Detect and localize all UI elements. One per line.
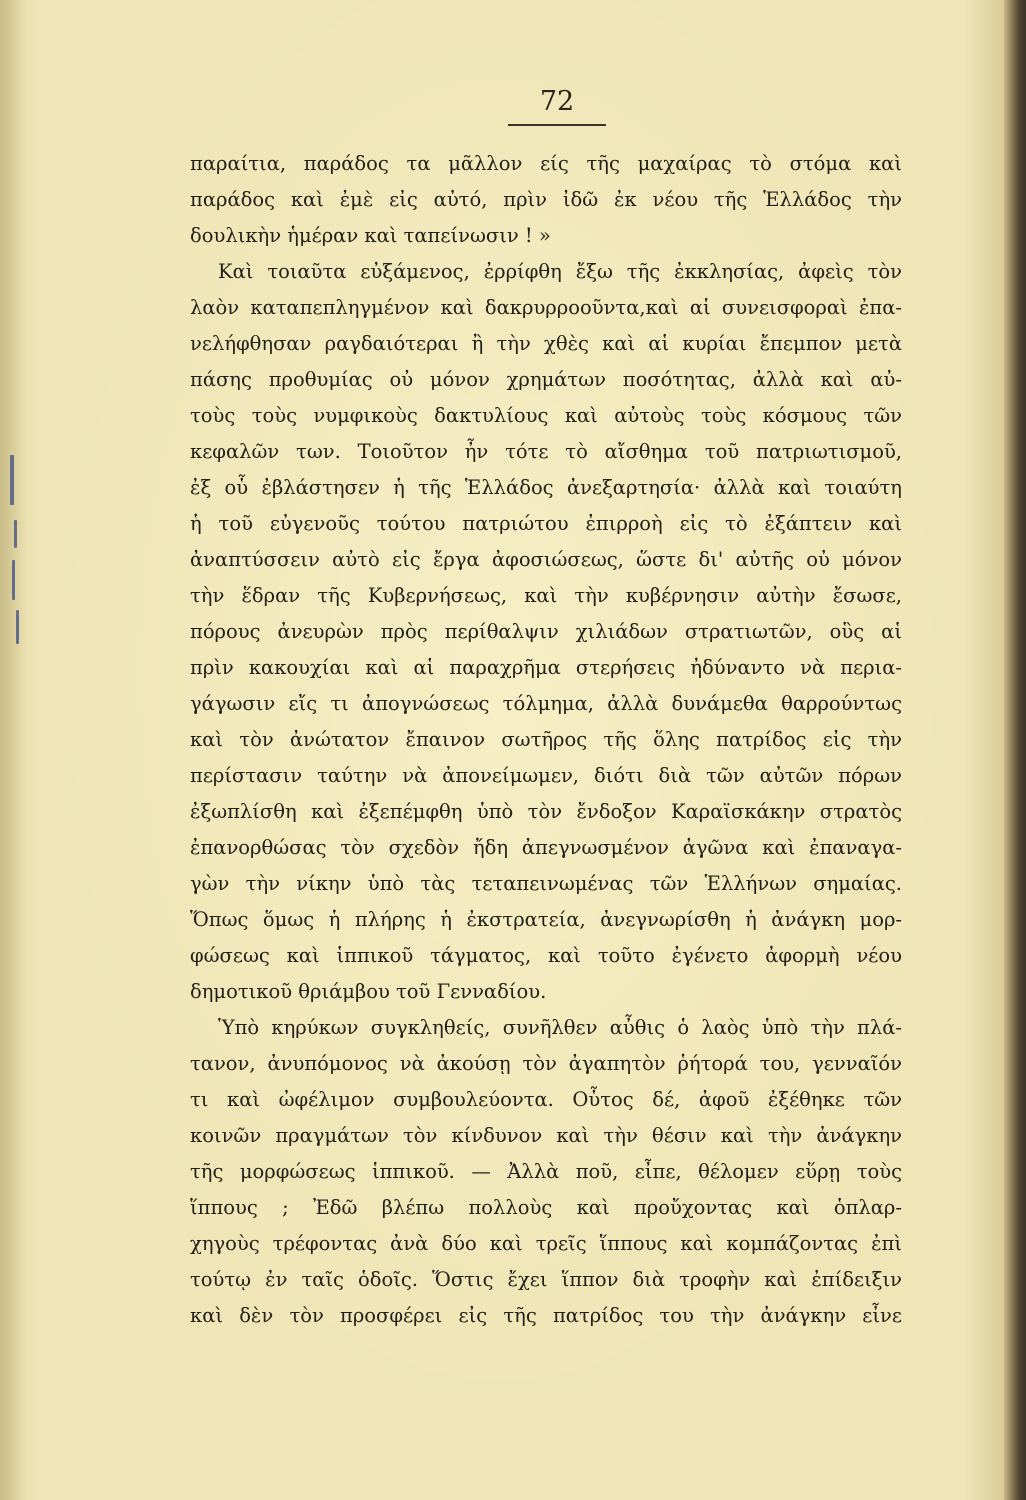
text-line: παραίτια, παράδος τα μᾶλλον είς τῆς μαχαίρας τὸ στόμα καὶ (190, 152, 902, 175)
text-line: περίστασιν ταύτην νὰ ἀπονείμωμεν, διότι διὰ τῶν αὐτῶν πόρων (190, 764, 902, 787)
body-text (190, 146, 902, 1334)
text-line: κεφαλῶν των. Τοιοῦτον ἦν τότε τὸ αἴσθημα τοῦ πατριωτισμοῦ, (190, 440, 902, 463)
text-line: καὶ τὸν ἀνώτατον ἔπαινον σωτῆρος τῆς ὅλης πατρίδος εἰς τὴν (190, 728, 902, 751)
text-line: παράδος καὶ ἐμὲ εἰς αὐτό, πρὶν ἰδῶ ἐκ νέου τῆς Ἑλλάδος τὴν (190, 188, 902, 211)
text-line: κοινῶν πραγμάτων τὸν κίνδυνον καὶ τὴν θέσιν καὶ τὴν ἀνάγκην (190, 1124, 902, 1147)
text-line: γάγωσιν εἴς τι ἀπογνώσεως τόλμημα, ἀλλὰ δυνάμεθα θαρρούντως (190, 692, 902, 715)
text-line: νελήφθησαν ραγδαιότεραι ἢ τὴν χθὲς καὶ αἱ κυρίαι ἔπεμπον μετὰ (190, 332, 902, 355)
text-line: τούτῳ ἐν ταῖς ὁδοῖς. Ὅστις ἔχει ἵππον διὰ τροφὴν καὶ ἐπίδειξιν (190, 1268, 902, 1291)
text-line: δουλικὴν ἡμέραν καὶ ταπείνωσιν ! » (190, 224, 551, 247)
text-line: λαὸν καταπεπληγμένον καὶ δακρυρροοῦντα,καὶ αἱ συνεισφοραὶ ἐπα- (190, 296, 902, 319)
text-line: τανον, ἀνυπόμονος νὰ ἀκούσῃ τὸν ἀγαπητὸν ῥήτορά του, γενναῖόν (190, 1052, 902, 1075)
ink-mark (16, 610, 19, 644)
text-line: Ὅπως ὅμως ἡ πλήρης ἡ ἐκστρατεία, ἀνεγνωρίσθη ἡ ἀνάγκη μορ- (190, 908, 902, 931)
text-line: δημοτικοῦ θριάμβου τοῦ Γενναδίου. (190, 980, 547, 1003)
page-number: 72 (539, 86, 575, 117)
text-line: ἡ τοῦ εὐγενοῦς τούτου πατριώτου ἐπιρροὴ εἰς τὸ ἐξάπτειν καὶ (190, 512, 902, 535)
page-gutter-shadow (0, 0, 26, 1500)
text-line: τὴν ἕδραν τῆς Κυβερνήσεως, καὶ τὴν κυβέρνησιν αὐτὴν ἔσωσε, (190, 584, 902, 607)
ink-mark (14, 520, 17, 548)
text-line: καὶ δὲν τὸν προσφέρει εἰς τῆς πατρίδος του τὴν ἀνάγκην εἶνε (190, 1304, 902, 1327)
text-line: χηγοὺς τρέφοντας ἀνὰ δύο καὶ τρεῖς ἵππους καὶ κομπάζοντας ἐπὶ (190, 1232, 902, 1255)
ink-mark (12, 560, 15, 600)
text-line: ἐξωπλίσθη καὶ ἐξεπέμφθη ὑπὸ τὸν ἔνδοξον Καραϊσκάκην στρατὸς (190, 800, 902, 823)
ink-mark (10, 455, 14, 505)
text-line: πόρους ἀνευρὼν πρὸς περίθαλψιν χιλιάδων στρατιωτῶν, οὓς αἱ (190, 620, 902, 643)
text-line: ἐπανορθώσας τὸν σχεδὸν ἤδη ἀπεγνωσμένον ἀγῶνα καὶ ἐπαναγα- (190, 836, 902, 859)
text-line: τῆς μορφώσεως ἱππικοῦ. — Ἀλλὰ ποῦ, εἶπε, θέλομεν εὕρῃ τοὺς (190, 1160, 902, 1183)
text-line: πρὶν κακουχίαι καὶ αἱ παραχρῆμα στερήσεις ἠδύναντο νὰ περια- (190, 656, 902, 679)
book-edge (1004, 0, 1026, 1500)
text-line: ἐξ οὗ ἐβλάστησεν ἡ τῆς Ἑλλάδος ἀνεξαρτησία· ἀλλὰ καὶ τοιαύτη (190, 476, 902, 499)
header-rule (508, 124, 606, 126)
text-line: ἵππους ; Ἐδῶ βλέπω πολλοὺς καὶ προὔχοντας καὶ ὁπλαρ- (190, 1196, 902, 1219)
text-line: Καὶ τοιαῦτα εὐξάμενος, ἐρρίφθη ἔξω τῆς ἐκκλησίας, ἀφεὶς τὸν (218, 260, 902, 283)
text-line: τι καὶ ὠφέλιμον συμβουλεύοντα. Οὗτος δέ, ἀφοῦ ἐξέθηκε τῶν (190, 1088, 902, 1111)
text-line: ἀναπτύσσειν αὐτὸ εἰς ἔργα ἀφοσιώσεως, ὥστε δι' αὐτῆς οὐ μόνον (190, 548, 902, 571)
text-line: πάσης προθυμίας οὐ μόνον χρημάτων ποσότητας, ἀλλὰ καὶ αὐ- (190, 368, 902, 391)
text-line: τοὺς τοὺς νυμφικοὺς δακτυλίους καὶ αὐτοὺς τοὺς κόσμους τῶν (190, 404, 902, 427)
text-line: Ὑπὸ κηρύκων συγκληθείς, συνῆλθεν αὖθις ὁ λαὸς ὑπὸ τὴν πλά- (218, 1016, 902, 1039)
text-line: φώσεως καὶ ἱππικοῦ τάγματος, καὶ τοῦτο ἐγένετο ἀφορμὴ νέου (190, 944, 902, 967)
text-line: γὼν τὴν νίκην ὑπὸ τὰς τεταπεινωμένας τῶν Ἑλλήνων σημαίας. (190, 872, 902, 895)
